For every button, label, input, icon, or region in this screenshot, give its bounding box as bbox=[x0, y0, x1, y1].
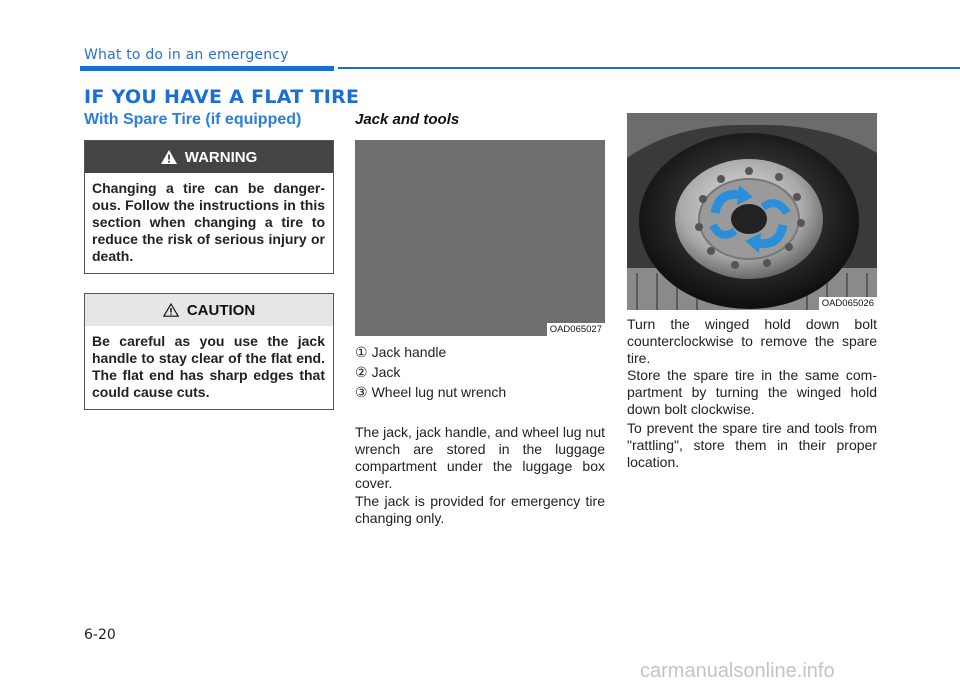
remove-spare-paragraph: Turn the winged hold down bolt counterclockwise to remove the spare tire. bbox=[627, 316, 877, 366]
rattling-paragraph: To prevent the spare tire and tools from "rattling", store them in their proper location. bbox=[627, 420, 877, 470]
subsection-title: With Spare Tire (if equipped) bbox=[84, 111, 302, 128]
caution-box bbox=[84, 293, 334, 410]
caution-label: CAUTION bbox=[186, 301, 256, 319]
warning-icon bbox=[161, 150, 177, 164]
list-item: ① Jack handle bbox=[355, 344, 447, 360]
warning-box bbox=[84, 140, 334, 274]
header-rule-thin bbox=[338, 67, 960, 69]
warning-label: WARNING bbox=[184, 148, 258, 166]
header-rule-thick bbox=[80, 66, 334, 71]
jack-tools-heading: Jack and tools bbox=[355, 111, 460, 128]
warning-text: Changing a tire can be danger-ous. Follow the instructions in this section when changing a tire to reduce the risk of serious injury or death. bbox=[92, 180, 325, 264]
store-spare-paragraph: Store the spare tire in the same com-partment by turning the winged hold down bolt clockwise. bbox=[627, 367, 877, 417]
warning-header bbox=[85, 141, 333, 173]
chapter-title: What to do in an emergency bbox=[84, 47, 289, 63]
tools-list bbox=[355, 342, 506, 402]
caution-icon bbox=[163, 303, 179, 317]
list-item: ② Jack bbox=[355, 364, 401, 380]
jack-emergency-paragraph: The jack is provided for emergency tire changing only. bbox=[355, 493, 605, 526]
watermark: carmanualsonline.info bbox=[640, 660, 835, 682]
jack-photo-code: OAD065027 bbox=[547, 323, 605, 336]
tire-photo-code: OAD065026 bbox=[819, 297, 877, 310]
list-item: ③ Wheel lug nut wrench bbox=[355, 384, 507, 400]
page-number: 6-20 bbox=[84, 627, 116, 643]
caution-text: Be careful as you use the jack handle to stay clear of the flat end. The flat end has sharp edges that could cause cuts. bbox=[92, 333, 325, 400]
caution-header bbox=[85, 294, 333, 326]
jack-storage-paragraph: The jack, jack handle, and wheel lug nut wrench are stored in the luggage compartment under the luggage box cover. bbox=[355, 424, 605, 491]
jack-tools-photo bbox=[355, 140, 605, 336]
section-title: IF YOU HAVE A FLAT TIRE bbox=[84, 86, 360, 108]
spare-tire-illustration bbox=[627, 113, 877, 310]
spare-tire-photo bbox=[627, 113, 877, 310]
